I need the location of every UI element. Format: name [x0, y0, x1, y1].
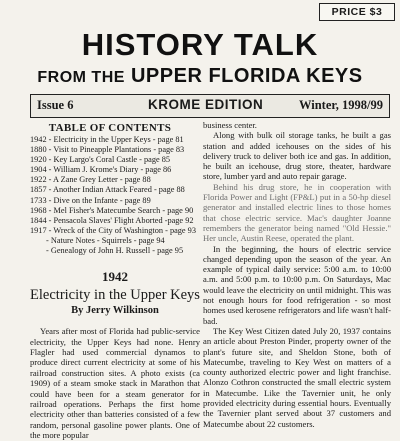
article-paragraph: The Key West Citizen dated July 20, 1937 contains an article about Preston Pinder, property owner of the plant's future site, and Sheldon Stone, both of Matecumbe, traveling to Key West on matters of a county authorized electric power and light franchise. Alonzo Cothron constructed the small electric system in Matecumbe. Like the Tavernier unit, he only provided electricity during essential hours. Eventually the Tavernier plant served about 37 customers and Matecumbe about 22 customers. [203, 325, 391, 429]
subtitle-region: UPPER FLORIDA KEYS [130, 65, 363, 87]
toc-item: 1917 - Wreck of the City of Washington - page 93 [30, 225, 196, 235]
price-box: PRICE $3 [319, 3, 395, 21]
toc-heading: TABLE OF CONTENTS [48, 122, 172, 134]
toc-item: 1920 - Key Largo's Coral Castle - page 85 [30, 155, 171, 165]
article-paragraph: Behind his drug store, he in cooperation with Florida Power and Light (FP&L) put in a 50-hp diesel generator and installed electric lines to those homes that chose electric service. Mac's daughter Joanne remembers the generator being named "Old Hessie." Her uncle, Austin Reese, operated the plant. [203, 181, 391, 244]
issue-number: Issue 6 [37, 98, 74, 112]
newsletter-title: HISTORY TALK [81, 27, 319, 62]
right-column [203, 120, 391, 429]
issue-bar [30, 94, 390, 118]
masthead [0, 28, 400, 90]
article-paragraph: In the beginning, the hours of electric service changed depending upon the season of the year. An example of typical daily service: 5:00 a.m. to 10:00 a.m. and 5:00 p.m. to 10:00 p.m. On Saturdays, Mac would leave the electricity on until midnight. This was not enough hours for food refrigeration - so most homes used kerosene refrigerators and life wasn't half-bad. [203, 243, 391, 326]
article-year: 1942 [102, 269, 128, 285]
toc-item: 1942 - Electricity in the Upper Keys - page 81 [30, 135, 184, 144]
subtitle-from: FROM THE [37, 69, 125, 86]
article-paragraph: Along with bulk oil storage tanks, he built a gas station and added icehouses on the sides of his delivery truck to deliver both ice and gas. In addition, he built an icehouse, drug store, theater, hardware store, lumber yard and auto repair garage. [203, 130, 391, 182]
toc-item: 1880 - Visit to Pineapple Plantations - page 83 [30, 145, 185, 155]
article-byline: By Jerry Wilkinson [71, 305, 159, 317]
edition-name: KROME EDITION [148, 97, 264, 112]
article-paragraph: business center. [203, 120, 257, 130]
toc-item: - Genealogy of John H. Russell - page 95 [46, 246, 184, 256]
left-column [30, 122, 200, 441]
article-title: Electricity in the Upper Keys [30, 287, 200, 304]
toc-item: 1733 - Dive on the Infante - page 89 [30, 195, 151, 205]
article-paragraph: Years after most of Florida had public-service electricity, the Upper Keys had none. Henry Flagler had used commercial dynamos to produce direct current electricity at some of his railroad construction sites. A photo exists (ca 1909) of a steam smoke stack in Marathon that could have been for a steam generator for railroad operations. Perhaps the first home electricity other than batteries consisted of a few random, personal gasoline power plants. One of the more popular [30, 326, 200, 441]
toc-item: 1857 - Another Indian Attack Feared - page 88 [30, 185, 185, 195]
toc-item: 1844 - Pensacola Slaves' Flight Aborted -page 92 [30, 215, 194, 225]
toc-item: 1922 - A Zane Grey Letter - page 88 [30, 175, 151, 185]
toc-list [30, 135, 200, 256]
issue-season: Winter, 1998/99 [298, 98, 383, 112]
toc-item: 1904 - William J. Krome's Diary - page 86 [30, 165, 172, 175]
toc-item: 1968 - Mel Fisher's Matecumbe Search - page 90 [30, 205, 194, 215]
article-body-left [30, 326, 200, 440]
toc-item: - Nature Notes - Squirrels - page 94 [46, 235, 165, 245]
newsletter-subtitle [0, 64, 400, 90]
